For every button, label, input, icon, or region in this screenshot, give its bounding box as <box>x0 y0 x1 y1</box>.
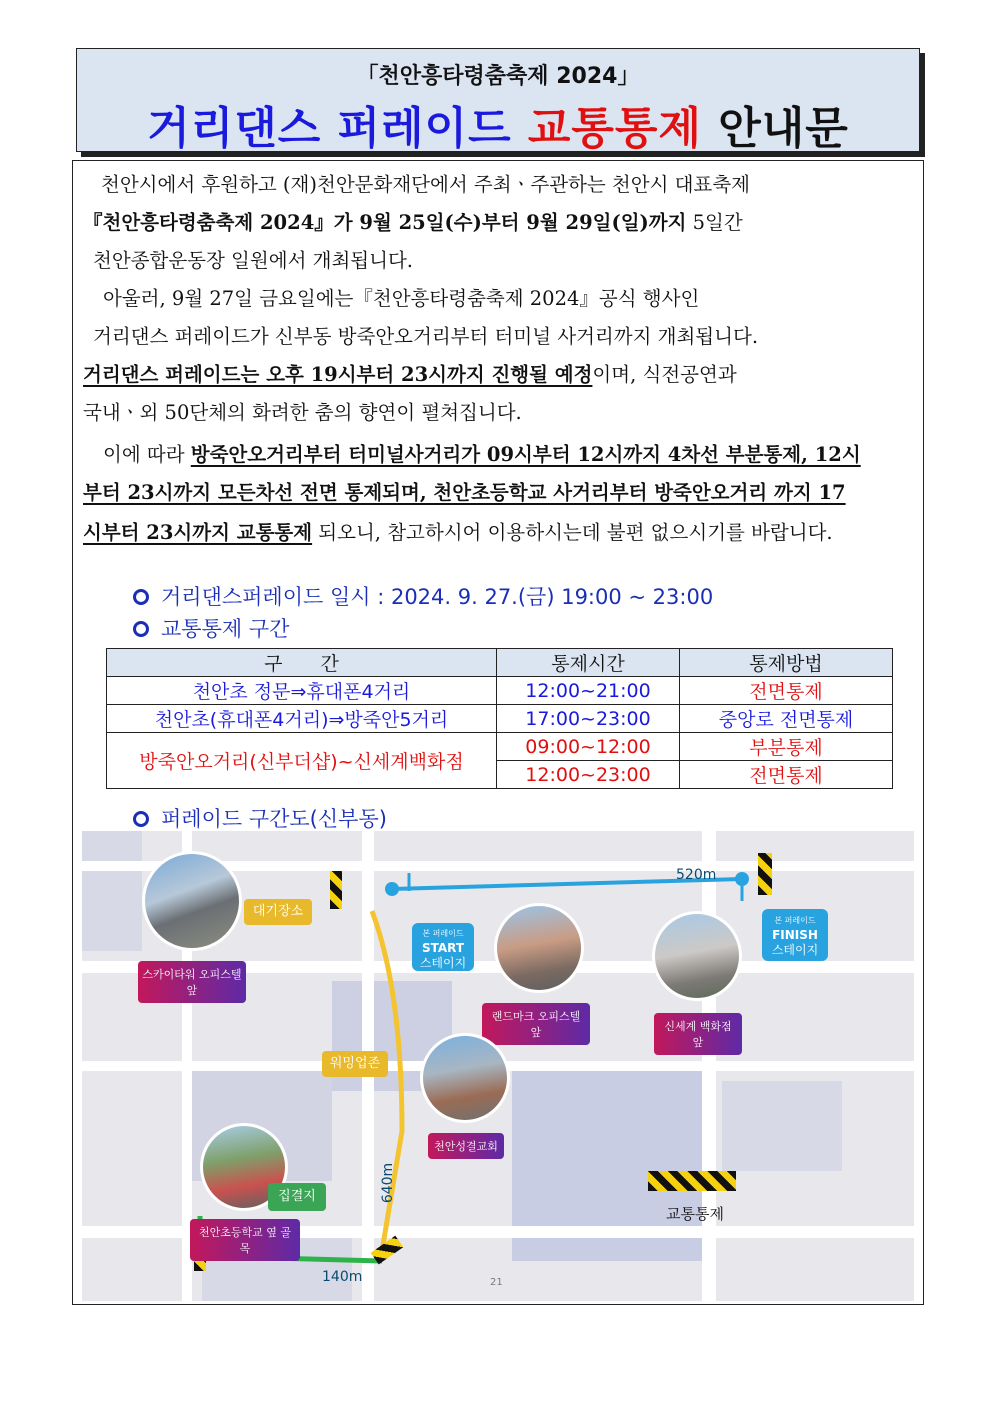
bullet-ring-icon <box>133 811 149 827</box>
photo-label: 천안성결교회 <box>428 1133 504 1159</box>
paragraph-line: 국내ㆍ외 50단체의 화려한 춤의 향연이 펼쳐집니다. <box>83 401 522 424</box>
notice-title <box>77 92 919 156</box>
header-method: 통제방법 <box>680 649 893 677</box>
paragraph-text: 이에 따라 <box>103 443 191 466</box>
paragraph-line: 천안시에서 후원하고 (재)천안문화재단에서 주최ㆍ주관하는 천안시 대표축제 <box>101 173 750 196</box>
cell-section: 방죽안오거리(신부더샵)~신세계백화점 <box>107 733 497 789</box>
photo-label: 스카이타워 오피스텔 앞 <box>138 961 246 1003</box>
content-box <box>72 160 924 1305</box>
bullet-text: 교통통제 구간 <box>161 617 290 641</box>
warmup-zone-tag: 워밍업존 <box>322 1051 388 1077</box>
cell-time: 09:00~12:00 <box>497 733 680 761</box>
table-header-row <box>107 649 893 677</box>
bullet-section <box>133 613 289 643</box>
cell-time: 12:00~23:00 <box>497 761 680 789</box>
bullet-text: 거리댄스퍼레이드 일시 : 2024. 9. 27.(금) 19:00 ~ 23:00 <box>161 585 714 609</box>
finish-small: 본 퍼레이드 <box>774 916 816 925</box>
cell-section: 천안초(휴대폰4거리)⇒방죽안5거리 <box>107 705 497 733</box>
paragraph-text: 이며, 식전공연과 <box>592 363 737 386</box>
photo-landmark <box>494 903 584 993</box>
title-notice: 안내문 <box>718 103 849 154</box>
finish-stage-tag <box>762 909 828 961</box>
start-label: START <box>421 941 465 955</box>
table-row <box>107 677 893 705</box>
table-row <box>107 733 893 761</box>
legend-label: 교통통제 <box>666 1205 724 1223</box>
paragraph-line <box>83 356 915 394</box>
distance-top: 520m <box>676 867 717 883</box>
distance-bottom: 140m <box>322 1269 363 1285</box>
start-stage-tag <box>412 923 474 971</box>
photo-shinsegae <box>652 911 742 1001</box>
paragraph-line <box>83 474 915 512</box>
finish-label: FINISH <box>772 928 818 942</box>
cell-method: 부분통제 <box>680 733 893 761</box>
paragraph-line <box>83 204 915 242</box>
legend-hazard-icon <box>648 1171 736 1191</box>
paragraph-line: 천안종합운동장 일원에서 개최됩니다. <box>93 249 413 272</box>
bullet-map <box>133 803 387 833</box>
parade-time: 거리댄스 퍼레이드는 오후 19시부터 23시까지 진행될 예정 <box>83 363 593 386</box>
photo-skytower <box>142 851 242 951</box>
bullet-ring-icon <box>133 589 149 605</box>
traffic-control-table <box>106 648 893 789</box>
bullet-schedule <box>133 581 713 611</box>
header-time: 통제시간 <box>497 649 680 677</box>
control-detail: 시부터 23시까지 교통통제 <box>83 521 313 544</box>
header-section: 구 간 <box>107 649 497 677</box>
title-parade: 거리댄스 퍼레이드 <box>147 103 512 154</box>
parade-route-map <box>82 831 914 1301</box>
distance-vertical: 640m <box>380 1162 397 1204</box>
control-detail: 방죽안오거리부터 터미널사거리가 09시부터 12시까지 4차선 부분통제, 12시 <box>190 443 861 466</box>
title-traffic-control: 교통통제 <box>527 103 702 154</box>
cell-time: 17:00~23:00 <box>497 705 680 733</box>
cell-method: 전면통제 <box>680 677 893 705</box>
hazard-marker <box>758 853 772 895</box>
bullet-text: 퍼레이드 구간도(신부동) <box>161 807 387 831</box>
route-start-dot <box>385 882 399 896</box>
photo-label: 천안초등학교 옆 골목 <box>190 1219 300 1261</box>
festival-dates: 『천안흥타령춤축제 2024』가 9월 25일(수)부터 9월 29일(일)까지 <box>83 211 687 234</box>
photo-label: 신세계 백화점 앞 <box>654 1013 742 1055</box>
paragraph-text: 5일간 <box>686 211 743 234</box>
control-detail: 부터 23시까지 모든차선 전면 통제되며, 천안초등학교 사거리부터 방죽안오거리 까지 17 <box>83 481 846 504</box>
photo-church <box>420 1033 510 1123</box>
festival-subtitle: 「천안흥타령춤축제 2024」 <box>356 64 640 89</box>
bullet-ring-icon <box>133 621 149 637</box>
cell-method: 전면통제 <box>680 761 893 789</box>
paragraph-line <box>83 436 915 474</box>
cell-section: 천안초 정문⇒휴대폰4거리 <box>107 677 497 705</box>
table-row <box>107 705 893 733</box>
title-box <box>76 48 920 152</box>
hazard-marker <box>330 871 342 909</box>
road-number: 21 <box>490 1277 503 1288</box>
start-small: 본 퍼레이드 <box>422 929 464 938</box>
paragraph-line <box>83 514 915 552</box>
finish-stage: 스테이지 <box>771 943 819 957</box>
paragraph-line: 거리댄스 퍼레이드가 신부동 방죽안오거리부터 터미널 사거리까지 개최됩니다. <box>93 325 759 348</box>
paragraph-line: 아울러, 9월 27일 금요일에는『천안흥타령춤축제 2024』공식 행사인 <box>103 287 700 310</box>
photo-label: 랜드마크 오피스텔 앞 <box>482 1003 590 1045</box>
paragraph-text: 되오니, 참고하시어 이용하시는데 불편 없으시기를 바랍니다. <box>312 521 833 544</box>
waiting-area-tag: 대기장소 <box>244 899 312 925</box>
start-stage: 스테이지 <box>419 956 467 970</box>
cell-method: 중앙로 전면통제 <box>680 705 893 733</box>
cell-time: 12:00~21:00 <box>497 677 680 705</box>
assembly-point-tag: 집결지 <box>268 1183 326 1211</box>
